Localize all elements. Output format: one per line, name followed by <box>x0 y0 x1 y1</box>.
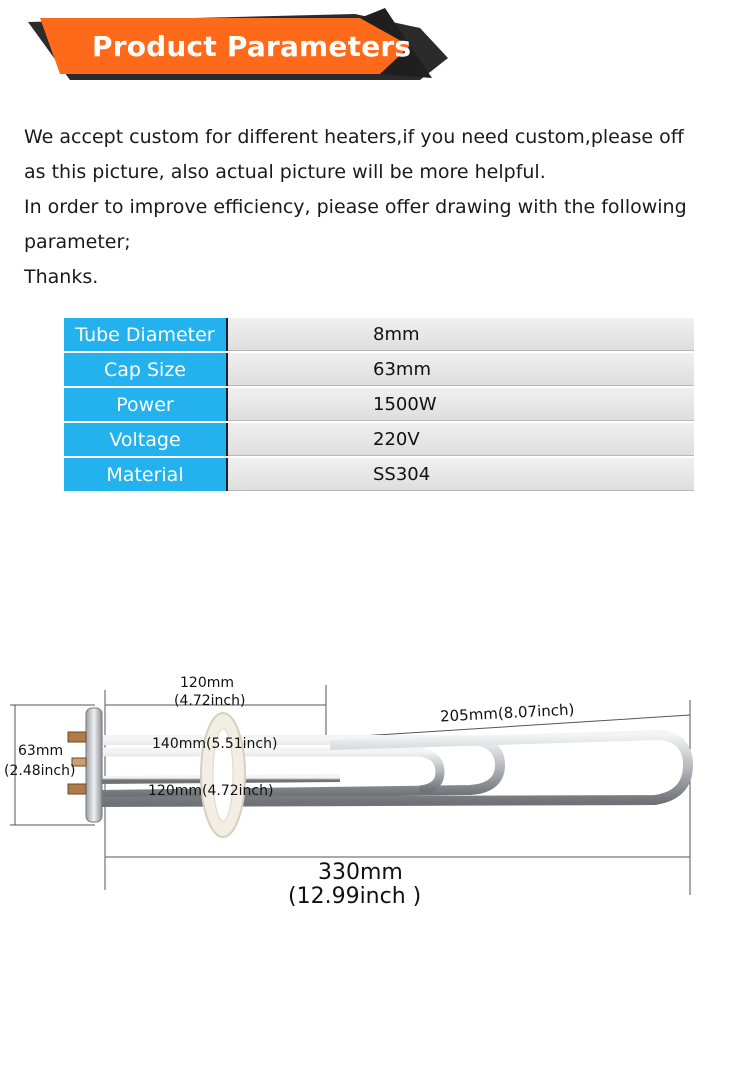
param-value: 1500W <box>228 388 694 421</box>
intro-line: as this picture, also actual picture will be more helpful. <box>24 161 546 183</box>
param-row-voltage <box>64 423 694 458</box>
dim-long-arm: 205mm(8.07inch) <box>439 700 575 726</box>
param-row-tube-diameter <box>64 318 694 353</box>
dim-lower: 120mm(4.72inch) <box>148 783 274 799</box>
param-value: 8mm <box>228 318 694 351</box>
intro-line: In order to improve efficiency, piease offer drawing with the following <box>24 196 687 218</box>
dim-top-inch: (4.72inch) <box>174 693 246 709</box>
param-label: Tube Diameter <box>64 318 228 351</box>
param-label: Voltage <box>64 423 228 456</box>
dim-middle: 140mm(5.51inch) <box>152 736 278 752</box>
param-value: SS304 <box>228 458 694 491</box>
dim-top-mm: 120mm <box>180 675 234 691</box>
page-title: Product Parameters <box>92 30 412 63</box>
intro-line: Thanks. <box>24 266 99 288</box>
parameters-table <box>64 318 694 493</box>
param-label: Cap Size <box>64 353 228 386</box>
flange-cap <box>86 708 102 822</box>
heater-dimension-diagram <box>0 660 750 920</box>
param-value: 220V <box>228 423 694 456</box>
param-row-power <box>64 388 694 423</box>
dim-total-mm: 330mm <box>318 860 403 885</box>
param-row-cap-size <box>64 353 694 388</box>
header-banner <box>0 0 750 90</box>
dim-cap-mm: 63mm <box>18 743 64 759</box>
intro-text <box>24 120 739 295</box>
dim-total-inch: (12.99inch ) <box>288 884 422 909</box>
param-value: 63mm <box>228 353 694 386</box>
intro-line: We accept custom for different heaters,if you need custom,please off <box>24 126 684 148</box>
intro-line: parameter; <box>24 231 131 253</box>
param-label: Power <box>64 388 228 421</box>
dim-cap-inch: (2.48inch) <box>4 763 76 779</box>
param-row-material <box>64 458 694 493</box>
param-label: Material <box>64 458 228 491</box>
